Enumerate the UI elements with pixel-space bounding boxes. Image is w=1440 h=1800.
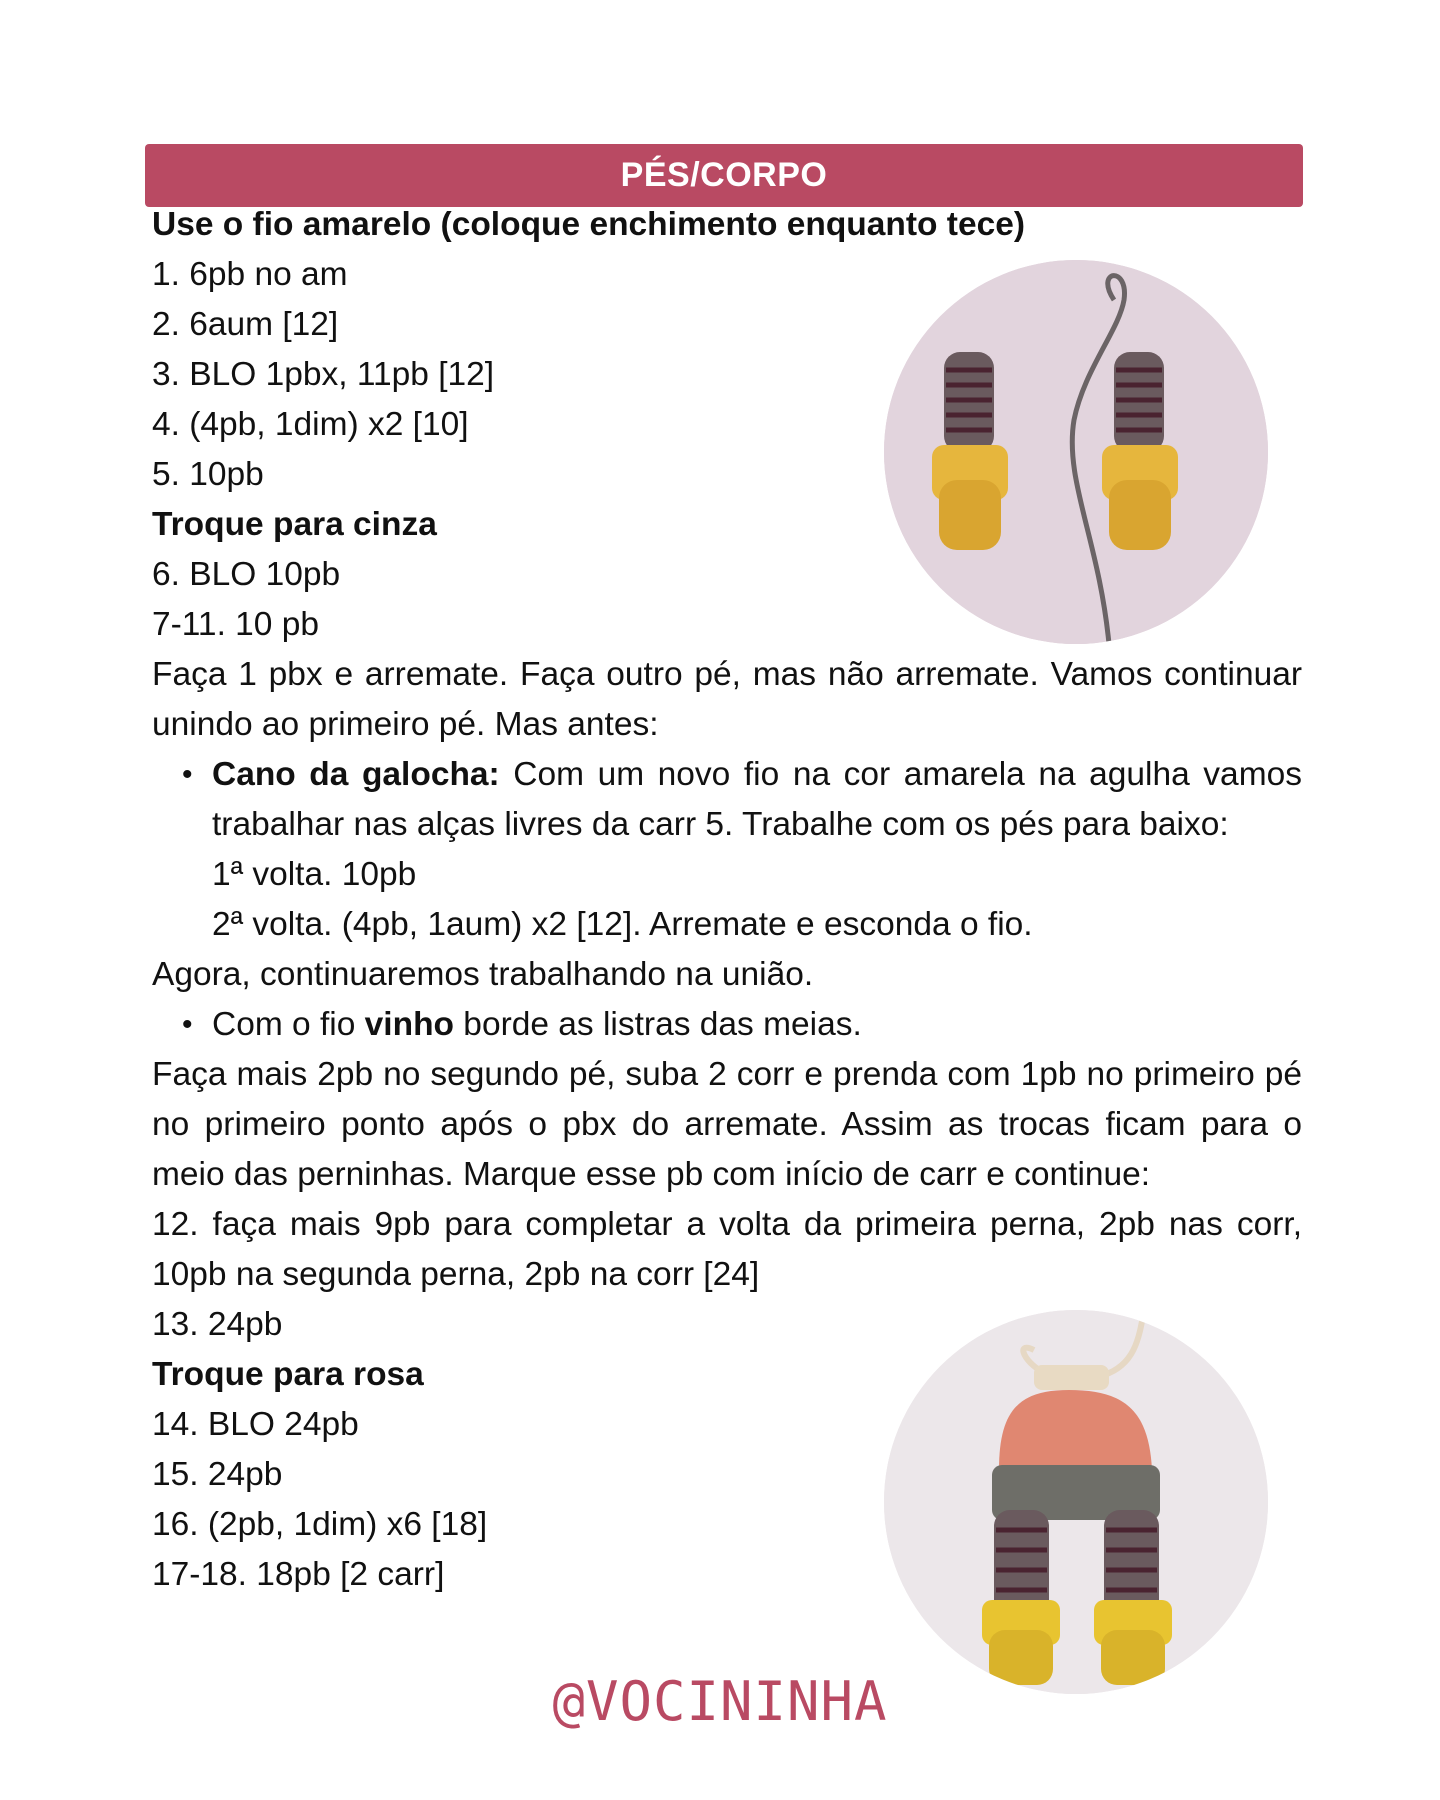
round-line: 12. faça mais 9pb para completar a volta da primeira perna, 2pb nas corr, 10pb na segunda perna, 2pb na corr [24] [152, 1206, 1302, 1293]
round-line: 13. 24pb [152, 1306, 283, 1343]
round-line: 16. (2pb, 1dim) x6 [18] [152, 1506, 488, 1543]
bullet-dot: • [182, 758, 193, 791]
sub-round-line: 2ª volta. (4pb, 1aum) x2 [12]. Arremate e esconda o fio. [212, 906, 1033, 943]
paragraph-join-legs: Faça mais 2pb no segundo pé, suba 2 corr e prenda com 1pb no primeiro pé no primeiro ponto após o pbx do arremate. Assim as trocas ficam para o meio das perninhas. Marque esse pb com início de carr e continue: [152, 1056, 1302, 1193]
paragraph-union: Agora, continuaremos trabalhando na união. [152, 956, 814, 993]
photo-body-joined [884, 1310, 1268, 1694]
body-illustration [884, 1310, 1268, 1694]
round-line: 3. BLO 1pbx, 11pb [12] [152, 356, 495, 393]
color-change-gray: Troque para cinza [152, 506, 437, 543]
bullet-text: borde as listras das meias. [454, 1006, 862, 1043]
round-line: 15. 24pb [152, 1456, 283, 1493]
bullet-dot: • [182, 1008, 193, 1041]
round-line: 2. 6aum [12] [152, 306, 339, 343]
round-line: 6. BLO 10pb [152, 556, 341, 593]
paragraph-finish-foot: Faça 1 pbx e arremate. Faça outro pé, mas não arremate. Vamos continuar unindo ao primeiro pé. Mas antes: [152, 656, 1302, 743]
legs-illustration [884, 260, 1268, 644]
section-header-bar [145, 144, 1303, 207]
sub-round-line: 1ª volta. 10pb [212, 856, 417, 893]
intro-heading: Use o fio amarelo (coloque enchimento enquanto tece) [152, 206, 1025, 243]
round-line: 14. BLO 24pb [152, 1406, 359, 1443]
bullet-text: Com um novo fio na cor amarela na agulha vamos trabalhar nas alças livres da carr 5. Trabalhe com os pés para baixo: [212, 756, 1302, 843]
bullet-boot-cuff [152, 750, 1302, 850]
photo-legs-with-boots [884, 260, 1268, 644]
round-line: 5. 10pb [152, 456, 264, 493]
bullet-bold-word: vinho [364, 1006, 454, 1043]
author-watermark: @VOCININHA [552, 1670, 888, 1733]
round-line: 4. (4pb, 1dim) x2 [10] [152, 406, 469, 443]
bullet-sock-stripes [152, 1000, 1302, 1050]
bullet-text: Com o fio [212, 1006, 365, 1043]
round-line: 17-18. 18pb [2 carr] [152, 1556, 445, 1593]
color-change-pink: Troque para rosa [152, 1356, 424, 1393]
bullet-bold-label: Cano da galocha: [212, 756, 500, 793]
round-line: 7-11. 10 pb [152, 606, 320, 643]
round-line: 1. 6pb no am [152, 256, 348, 293]
section-title: PÉS/CORPO [620, 156, 828, 194]
